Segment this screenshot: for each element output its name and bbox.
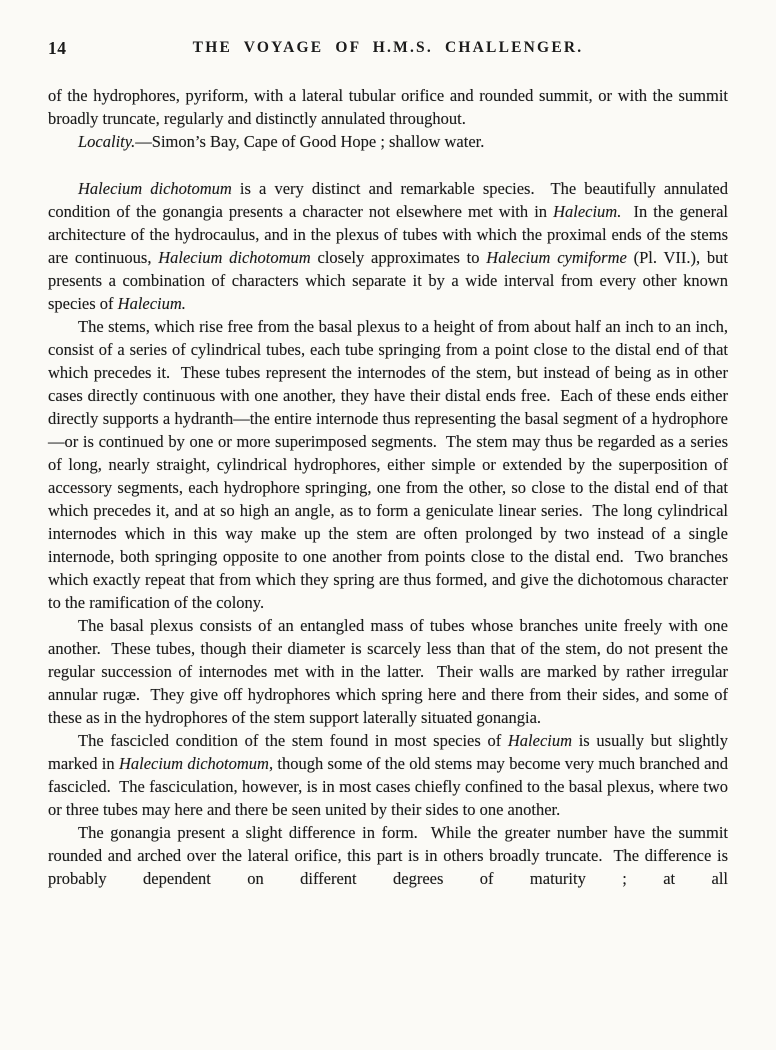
species-name-italic: Halecium cymiforme	[486, 248, 627, 267]
species-name-italic: Locality.	[78, 132, 136, 151]
paragraph	[48, 821, 733, 890]
species-name-italic: Halecium.	[553, 202, 622, 221]
text-run: closely approximates to	[310, 248, 487, 267]
text-run: In the general architecture of the hydrocaulus, and in the plexus of tubes with which the proximal ends of the stems are continuous,	[48, 202, 733, 267]
paragraph	[48, 177, 733, 315]
text-run: , though some of the old stems may become very much branched and fascicled. The fasciculation, however, is in most cases chiefly confined to the basal plexus, where two or three tubes may here and there be seen united by their sides to one another.	[48, 754, 733, 819]
paragraph	[48, 729, 733, 821]
text-run: —Simon’s Bay, Cape of Good Hope ; shallow water.	[135, 132, 485, 151]
page-number: 14	[48, 38, 67, 58]
paragraph	[48, 614, 733, 729]
paragraph	[48, 315, 733, 614]
species-name-italic: Halecium dichotomum	[118, 754, 269, 773]
species-name-italic: Halecium dichotomum	[158, 248, 311, 267]
species-name-italic: Halecium	[507, 731, 573, 750]
running-title: THE VOYAGE OF H.M.S. CHALLENGER.	[192, 39, 584, 56]
text-run: The fascicled condition of the stem found in most species of	[78, 731, 508, 750]
text-run: is a very distinct and remarkable species. The beautifully annulated condition of the gonangia presents a character not elsewhere met with in	[48, 179, 733, 221]
species-name-italic: Halecium.	[117, 294, 186, 313]
species-name-italic: Halecium dichotomum	[78, 179, 232, 198]
text-run: The stems, which rise free from the basal plexus to a height of from about half an inch to an inch, consist of a series of cylindrical tubes, each tube springing from a point close to the distal end of that which precedes it. These tubes represent the internodes of the stem, but instead of being as in other cases directly continuous with one another, they have their distal ends free. Each of these ends either directly supports a hydranth—the entire internode thus representing the basal segment of a hydrophore—or is continued by one or more superimposed segments. The stem may thus be regarded as a series of long, nearly straight, cylindrical hydrophores, either simple or extended by the superposition of accessory segments, each hydrophore springing, one from the other, so close to the distal end of that which precedes it, and at so high an angle, as to form a geniculate linear series. The long cylindrical internodes which in this way make up the stem are often prolonged by two instead of a single internode, both springing opposite to one another from points close to the distal end. Two branches which exactly repeat that from which they spring are thus formed, and give the dichotomous character to the ramification of the colony.	[48, 317, 733, 612]
text-run: The gonangia present a slight difference in form. While the greater number have the summit rounded and arched over the lateral orifice, this part is in others broadly truncate. The difference is probably dependent on different degrees of maturity ; at all	[48, 823, 733, 888]
page-body	[48, 84, 733, 890]
text-run: is usually but slightly marked in	[48, 731, 733, 773]
page-header	[48, 38, 728, 60]
text-run: of the hydrophores, pyriform, with a lateral tubular orifice and rounded summit, or with the summit broadly truncate, regularly and distinctly annulated throughout.	[48, 86, 733, 128]
paragraph	[48, 84, 733, 130]
text-run: (Pl. VII.), but presents a combination of characters which separate it by a wide interval from every other known species of	[48, 248, 733, 313]
paragraph	[48, 130, 728, 153]
text-run: The basal plexus consists of an entangled mass of tubes whose branches unite freely with one another. These tubes, though their diameter is scarcely less than that of the stem, do not present the regular succession of internodes met with in the latter. Their walls are marked by rather irregular annular rugæ. They give off hydrophores which spring here and there from their sides, and some of these as in the hydrophores of the stem support laterally situated gonangia.	[48, 616, 733, 727]
